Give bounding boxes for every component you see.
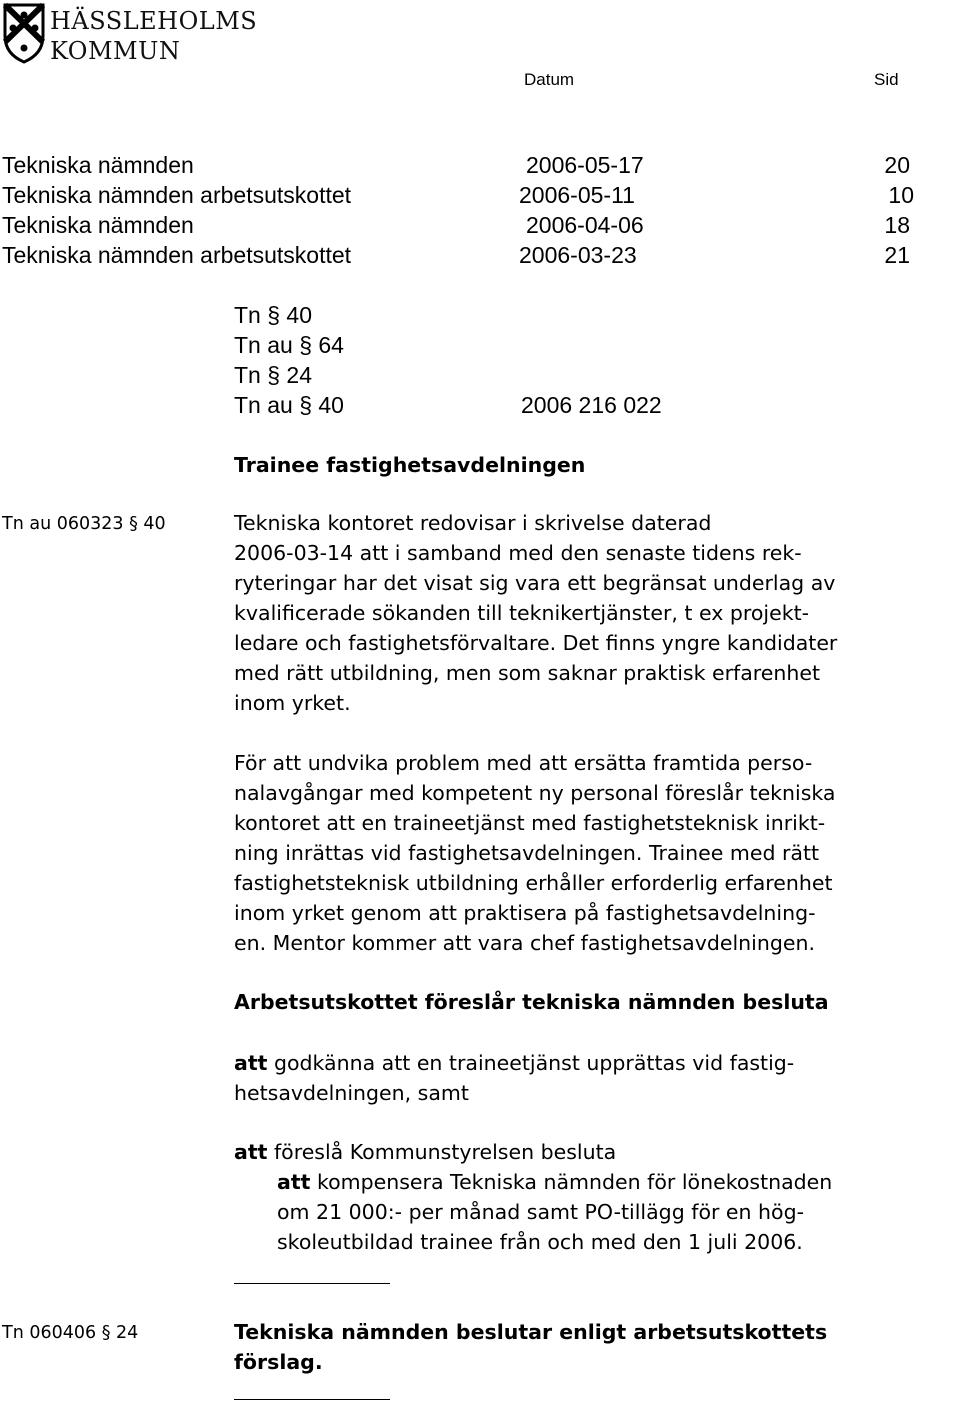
att-text: föreslå Kommunstyrelsen besluta — [267, 1140, 617, 1164]
att-clause-3 — [277, 1167, 957, 1257]
meeting-organ: Tekniska nämnden arbetsutskottet — [2, 182, 352, 208]
paragraph-ref: Tn § 24 — [234, 362, 312, 388]
municipality-logo — [2, 2, 258, 66]
att-keyword: att — [234, 1051, 268, 1075]
datum-label: Datum — [524, 70, 575, 89]
municipal-crest-icon — [2, 2, 46, 64]
text-line: För att undvika problem med att ersätta framtida perso- — [234, 751, 813, 775]
text-line: fastighetsteknisk utbildning erhåller erforderlig erfarenhet — [234, 871, 833, 895]
text-line: förslag. — [234, 1350, 323, 1374]
meeting-date: 2006-03-23 — [519, 242, 637, 268]
meeting-date: 2006-05-11 — [519, 182, 635, 208]
text-line — [234, 1048, 958, 1078]
text-line: hetsavdelningen, samt — [234, 1081, 469, 1105]
text-line: skoleutbildad trainee från och med den 1 juli 2006. — [277, 1230, 803, 1254]
meeting-page: 10 — [888, 182, 914, 208]
text-line: 2006-03-14 att i samband med den senaste tidens rek- — [234, 541, 802, 565]
text-line: kontoret att en traineetjänst med fastighetsteknisk inrikt- — [234, 811, 826, 835]
text-line: Tekniska kontoret redovisar i skrivelse daterad — [234, 511, 712, 535]
att-text: kompensera Tekniska nämnden för lönekostnaden — [310, 1170, 833, 1194]
text-line: ning inrättas vid fastighetsavdelningen. Trainee med rätt — [234, 841, 820, 865]
proposal-heading: Arbetsutskottet föreslår tekniska nämnden besluta — [234, 990, 829, 1014]
text-line: inom yrket genom att praktisera på fastighetsavdelning- — [234, 901, 816, 925]
proposal-paragraph — [234, 748, 958, 958]
margin-reference: Tn 060406 § 24 — [2, 1323, 139, 1343]
att-keyword: att — [234, 1140, 268, 1164]
att-text: godkänna att en traineetjänst upprättas vid fastig- — [267, 1051, 795, 1075]
att-keyword: att — [277, 1170, 311, 1194]
paragraph-ref: Tn au § 64 — [234, 332, 344, 358]
sid-label: Sid — [874, 70, 899, 89]
meeting-organ: Tekniska nämnden arbetsutskottet — [2, 242, 352, 268]
text-line: Tekniska nämnden beslutar enligt arbetsutskottets — [234, 1320, 828, 1344]
org-name-line-1: HÄSSLEHOLMS — [50, 7, 258, 35]
text-line: kvalificerade sökanden till teknikertjänster, t ex projekt- — [234, 601, 810, 625]
report-paragraph — [234, 508, 958, 718]
section-title: Trainee fastighetsavdelningen — [234, 453, 586, 477]
text-line: nalavgångar med kompetent ny personal föreslår tekniska — [234, 781, 836, 805]
org-name-line-2: KOMMUN — [50, 37, 181, 65]
text-line — [234, 1137, 958, 1167]
text-line: en. Mentor kommer att vara chef fastighetsavdelningen. — [234, 931, 815, 955]
decision-text — [234, 1317, 958, 1377]
meeting-page: 20 — [884, 152, 910, 178]
text-line: ledare och fastighetsförvaltare. Det finns yngre kandidater — [234, 631, 838, 655]
paragraph-ref: Tn § 40 — [234, 302, 312, 328]
meeting-organ: Tekniska nämnden — [2, 152, 194, 178]
meeting-page: 18 — [884, 212, 910, 238]
organization-name — [50, 6, 257, 66]
att-clause-1 — [234, 1048, 958, 1108]
divider-line — [234, 1399, 390, 1400]
diary-number: 2006 216 022 — [521, 392, 662, 418]
divider-line — [234, 1283, 390, 1284]
text-line: inom yrket. — [234, 691, 351, 715]
margin-reference: Tn au 060323 § 40 — [2, 514, 166, 534]
text-line: ryteringar har det visat sig vara ett begränsat underlag av — [234, 571, 836, 595]
text-line: om 21 000:- per månad samt PO-tillägg för en hög- — [277, 1200, 804, 1224]
meeting-page: 21 — [884, 242, 910, 268]
meeting-organ: Tekniska nämnden — [2, 212, 194, 238]
att-clause-2 — [234, 1137, 958, 1167]
text-line — [277, 1167, 957, 1197]
paragraph-ref: Tn au § 40 — [234, 392, 344, 418]
meeting-date: 2006-04-06 — [526, 212, 644, 238]
text-line: med rätt utbildning, men som saknar praktisk erfarenhet — [234, 661, 821, 685]
meeting-date: 2006-05-17 — [526, 152, 644, 178]
